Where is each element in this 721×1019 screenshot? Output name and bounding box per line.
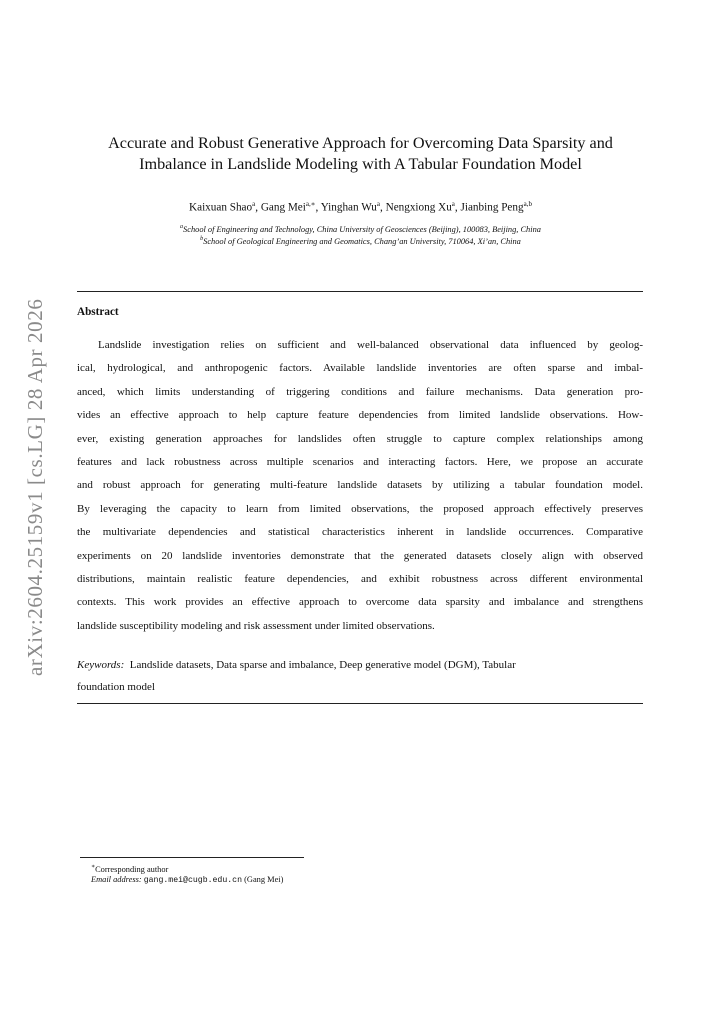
email-link[interactable]: gang.mei@cugb.edu.cn xyxy=(143,876,243,885)
author-name: Jianbing Peng xyxy=(460,201,524,214)
affiliation-text: School of Geological Engineering and Geomatics, Chang’an University, 710064, Xi’an, China xyxy=(203,236,521,246)
author-name: Gang Mei xyxy=(260,201,306,214)
email-owner: (Gang Mei) xyxy=(244,875,284,884)
abstract-body xyxy=(77,334,643,638)
abstract-bottom-rule xyxy=(77,703,643,704)
title-line-2: Imbalance in Landslide Modeling with A Tabular Foundation Model xyxy=(139,155,582,173)
author-list: Kaixuan Shao$^a$, Gang Mei$^{a,∗}$, Yinghan Wu$^a$, Nengxiong Xu$^a$, Jianbing Peng$^{a,b}$ xyxy=(189,200,532,214)
affiliation-mark: a xyxy=(180,224,184,230)
email-label: Email address: xyxy=(91,875,142,884)
abstract-heading: Abstract xyxy=(77,306,119,318)
footnote-mark: ∗ xyxy=(91,864,96,870)
title-line-1: Accurate and Robust Generative Approach for Overcoming Data Sparsity and xyxy=(108,134,613,152)
abstract-line: landslide susceptibility modeling and risk assessment under limited observations. xyxy=(77,619,435,632)
abstract-line: By leveraging the capacity to learn from limited observations, the proposed approach effectively preserves xyxy=(77,502,643,515)
abstract-line: anced, which limits understanding of triggering conditions and failure mechanisms. Data generation pro- xyxy=(77,385,643,398)
email-note xyxy=(91,874,283,887)
abstract-top-rule xyxy=(77,291,643,292)
abstract-line: experiments on 20 landslide inventories demonstrate that the generated datasets closely align with observed xyxy=(77,549,643,562)
abstract-line: vides an effective approach to help capture feature dependencies from limited landslide observations. How- xyxy=(77,409,643,422)
abstract-line: and robust approach for generating multi-feature landslide datasets by utilizing a tabular foundation model. xyxy=(77,479,643,492)
affiliation-b xyxy=(60,234,661,247)
abstract-line: ical, hydrological, and anthropogenic factors. Available landslide inventories are often sparse and imbal- xyxy=(77,362,643,375)
author-affil-mark: a xyxy=(451,200,455,208)
abstract-line: ever, existing generation approaches for landslides often struggle to capture complex relationships among xyxy=(77,432,643,445)
keywords-label: Keywords: xyxy=(77,659,125,671)
keywords-line-2: foundation model xyxy=(77,681,155,693)
author-name: Kaixuan Shao xyxy=(189,201,253,214)
footnote-text: Corresponding author xyxy=(95,864,169,874)
paper-title xyxy=(60,133,661,175)
affiliation-text: School of Engineering and Technology, China University of Geosciences (Beijing), 100083, Beijing, China xyxy=(183,224,541,234)
author-name: Nengxiong Xu xyxy=(385,201,452,214)
arxiv-identifier: arXiv:2604.25159v1 [cs.LG] 28 Apr 2026 xyxy=(23,298,47,676)
author-affil-mark: a xyxy=(252,200,256,208)
abstract-line: contexts. This work provides an effective approach to overcome data sparsity and imbalance and strengthens xyxy=(77,596,643,609)
footnote-rule xyxy=(80,857,304,858)
affiliation-mark: b xyxy=(200,236,204,242)
abstract-line: distributions, maintain realistic feature dependencies, and exhibit robustness across different environmental xyxy=(77,572,643,585)
abstract-line: Landslide investigation relies on sufficient and well-balanced observational data influenced by geolog- xyxy=(98,339,643,351)
affiliation-a xyxy=(60,222,661,235)
keywords-text: Landslide datasets, Data sparse and imbalance, Deep generative model (DGM), Tabular xyxy=(129,659,516,671)
keywords-line-1 xyxy=(77,654,643,676)
abstract-line: features and lack robustness across multiple scenarios and interacting factors. Here, we propose an accurate xyxy=(77,455,643,468)
author-affil-mark: a xyxy=(376,200,381,208)
abstract-line: the multivariate dependencies and statistical characteristics inherent in landslide occurrences. Comparative xyxy=(77,526,643,539)
author-name: Yinghan Wu xyxy=(320,201,377,214)
keywords-block xyxy=(77,654,643,698)
author-affil-mark: a,b xyxy=(523,200,532,208)
author-affil-mark: a,∗ xyxy=(305,200,316,208)
